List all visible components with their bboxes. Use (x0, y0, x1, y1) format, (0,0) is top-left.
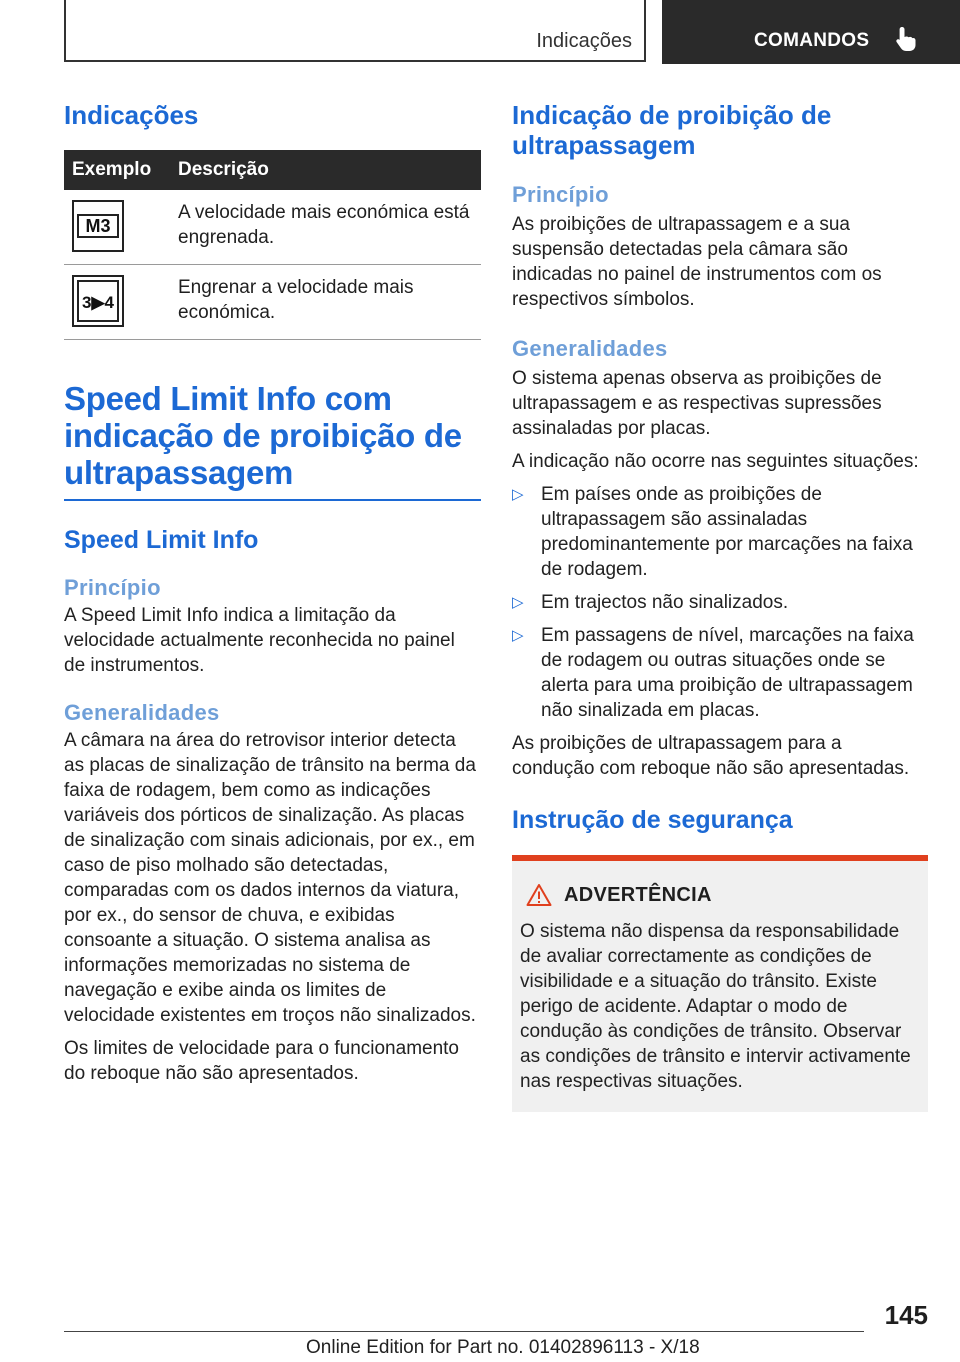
heading-speed-limit-main: Speed Limit Info com indicação de proibição de ultrapassagem (64, 380, 462, 491)
warning-triangle-icon (526, 883, 552, 907)
warning-title: ADVERTÊNCIA (564, 883, 712, 906)
heading-speed-limit-info: Speed Limit Info (64, 526, 259, 554)
header-section-box (64, 0, 646, 62)
list-item: ▷ Em países onde as proibições de ultrapassagem são assinaladas predominantemente por marcações na faixa de rodagem. (512, 484, 913, 580)
paragraph-principio: A Speed Limit Info indica a limitação da velocidade actualmente reconhecida no painel de instrumentos. (64, 605, 455, 676)
hand-pointer-icon (895, 26, 917, 52)
header-chapter-title: COMANDOS (754, 30, 870, 51)
table-header-descricao: Descrição (170, 150, 481, 190)
heading-generalidades: Generalidades (512, 336, 668, 361)
list-item: ▷ Em passagens de nível, marcações na faixa de rodagem ou outras situações onde se alerta para uma proibição de ultrapassagem não sinalizada em placas. (512, 625, 914, 721)
table-header-exemplo: Exemplo (64, 150, 170, 190)
heading-seguranca: Instrução de segurança (512, 806, 793, 834)
heading-proibicao: Indicação de proibição de ultrapassagem (512, 100, 832, 160)
warning-box (512, 855, 928, 1112)
paragraph-reboque: As proibições de ultrapassagem para a condução com reboque não são apresentadas. (512, 733, 910, 779)
paragraph-reboque: Os limites de velocidade para o funcionamento do reboque não são apresentados. (64, 1038, 460, 1084)
table-cell-description: Engrenar a velocidade mais económica. (170, 265, 481, 340)
section-title-block (64, 380, 481, 501)
right-column (512, 100, 928, 1112)
triangle-bullet-icon: ▷ (512, 486, 524, 503)
triangle-bullet-icon: ▷ (512, 594, 524, 611)
paragraph-principio: As proibições de ultrapassagem e a sua suspensão detectadas pela câmara são indicadas no painel de instrumentos com os respectivos símbolos. (512, 214, 882, 310)
heading-generalidades: Generalidades (64, 700, 220, 725)
situations-list (512, 482, 928, 723)
gear-shift-3-4-icon: 3▶4 (72, 275, 124, 327)
triangle-bullet-icon: ▷ (512, 627, 524, 644)
gear-m3-icon: M3 (72, 200, 124, 252)
paragraph-intro-list: A indicação não ocorre nas seguintes situações: (512, 451, 919, 472)
heading-indicacoes: Indicações (64, 100, 199, 130)
warning-text: O sistema não dispensa da responsabilidade de avaliar correctamente as condições de visibilidade e a situação do trânsito. Existe perigo de acidente. Adaptar o modo de condução às condições de trânsito. Observar as condições de trânsito e intervir activamente nas respectivas situações. (520, 921, 911, 1092)
footer-divider (64, 1331, 864, 1332)
list-item: ▷ Em trajectos não sinalizados. (512, 592, 789, 613)
heading-principio: Princípio (512, 182, 609, 207)
table-cell-description: A velocidade mais económica está engrenada. (170, 190, 481, 265)
heading-principio: Princípio (64, 575, 161, 600)
paragraph-generalidades: O sistema apenas observa as proibições de ultrapassagem e as respectivas supressões assinaladas por placas. (512, 368, 882, 439)
left-column (64, 100, 481, 1086)
paragraph-generalidades: A câmara na área do retrovisor interior detecta as placas de sinalização de trânsito na berma da faixa de rodagem, bem como as indicações variáveis dos pórticos de sinalização. As placas de sinalização com sinais adicionais, por ex., em caso de piso molhado são detectadas, comparadas com os dados internos da viatura, por ex., do sensor de chuva, e exibidas consoante a situação. O sistema analisa as informações memorizadas no sistema de navegação e exibe ainda os limites de velocidade existentes em troços não sinalizados. (64, 730, 476, 1026)
header-section-title: Indicações (536, 30, 632, 52)
header-chapter-tab[interactable] (662, 0, 960, 64)
table-row (64, 265, 481, 340)
footer-edition: Online Edition for Part no. 01402896113 - X/18 (306, 1337, 700, 1358)
page-number: 145 (884, 1300, 928, 1330)
gear-indication-table (64, 150, 481, 340)
table-row (64, 190, 481, 265)
